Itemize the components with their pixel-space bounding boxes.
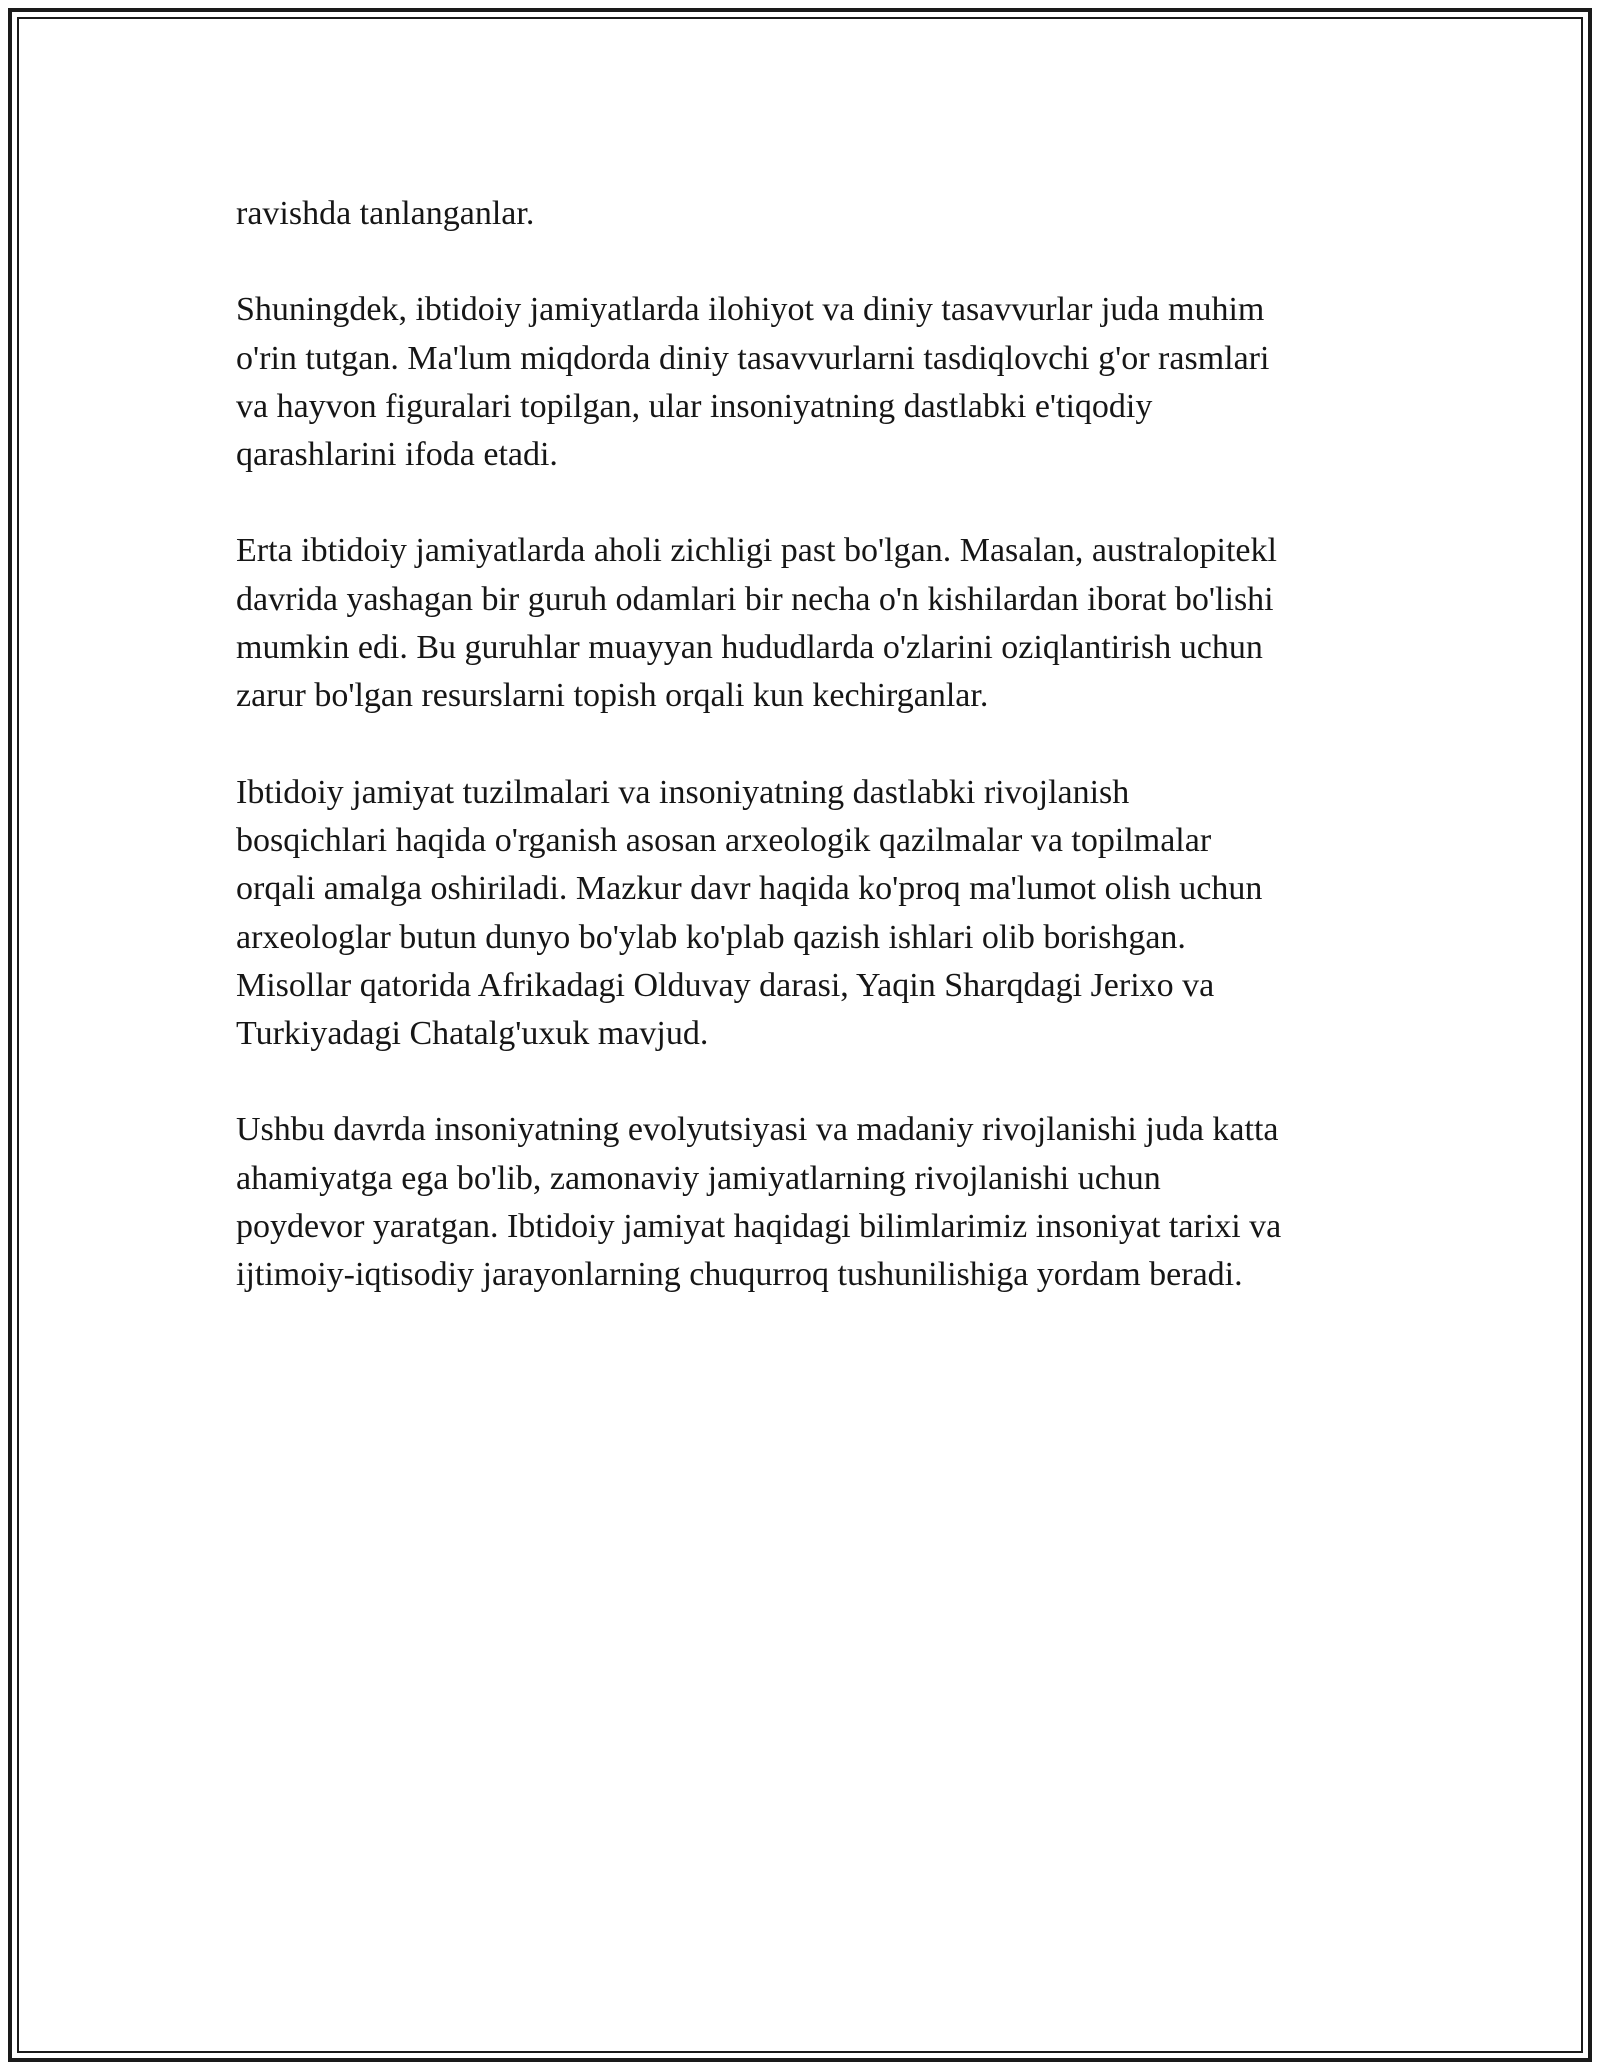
paragraph-line: zarur bo'lgan resurslarni topish orqali kun kechirganlar. xyxy=(236,677,989,715)
paragraph-line: o'rin tutgan. Ma'lum miqdorda diniy tasavvurlarni tasdiqlovchi g'or rasmlari xyxy=(236,339,1270,377)
paragraph-line: ijtimoiy-iqtisodiy jarayonlarning chuqurroq tushunilishiga yordam beradi. xyxy=(236,1256,1243,1294)
paragraph-line: Ushbu davrda insoniyatning evolyutsiyasi va madaniy rivojlanishi juda katta xyxy=(236,1111,1279,1149)
paragraph-line: Turkiyadagi Chatalg'uxuk mavjud. xyxy=(236,1015,709,1053)
paragraph-line: mumkin edi. Bu guruhlar muayyan hududlarda o'zlarini oziqlantirish uchun xyxy=(236,629,1263,667)
paragraph-line: arxeologlar butun dunyo bo'ylab ko'plab qazish ishlari olib borishgan. xyxy=(236,918,1186,956)
paragraph-line: poydevor yaratgan. Ibtidoiy jamiyat haqidagi bilimlarimiz insoniyat tarixi va xyxy=(236,1208,1282,1246)
paragraph-line: Ibtidoiy jamiyat tuzilmalari va insoniyatning dastlabki rivojlanish xyxy=(236,773,1130,811)
paragraph-line: Misollar qatorida Afrikadagi Olduvay darasi, Yaqin Sharqdagi Jerixo va xyxy=(236,966,1215,1004)
paragraph-3 xyxy=(236,527,1386,720)
paragraph-line: orqali amalga oshiriladi. Mazkur davr haqida ko'proq ma'lumot olish uchun xyxy=(236,870,1263,908)
paragraph-4 xyxy=(236,769,1386,1059)
paragraph-line: ahamiyatga ega bo'lib, zamonaviy jamiyatlarning rivojlanishi uchun xyxy=(236,1159,1161,1197)
paragraph-line: Erta ibtidoiy jamiyatlarda aholi zichligi past bo'lgan. Masalan, australopitekl xyxy=(236,532,1277,570)
paragraph-1 xyxy=(236,190,1386,238)
paragraph-line: davrida yashagan bir guruh odamlari bir necha o'n kishilardan iborat bo'lishi xyxy=(236,580,1274,618)
paragraph-line: ravishda tanlanganlar. xyxy=(236,195,535,232)
paragraph-2 xyxy=(236,286,1386,479)
document-body xyxy=(236,190,1386,1348)
paragraph-line: bosqichlari haqida o'rganish asosan arxeologik qazilmalar va topilmalar xyxy=(236,821,1212,859)
paragraph-line: qarashlarini ifoda etadi. xyxy=(236,436,558,474)
paragraph-line: va hayvon figuralari topilgan, ular insoniyatning dastlabki e'tiqodiy xyxy=(236,387,1153,425)
paragraph-line: Shuningdek, ibtidoiy jamiyatlarda ilohiyot va diniy tasavvurlar juda muhim xyxy=(236,291,1265,329)
paragraph-5 xyxy=(236,1106,1386,1299)
